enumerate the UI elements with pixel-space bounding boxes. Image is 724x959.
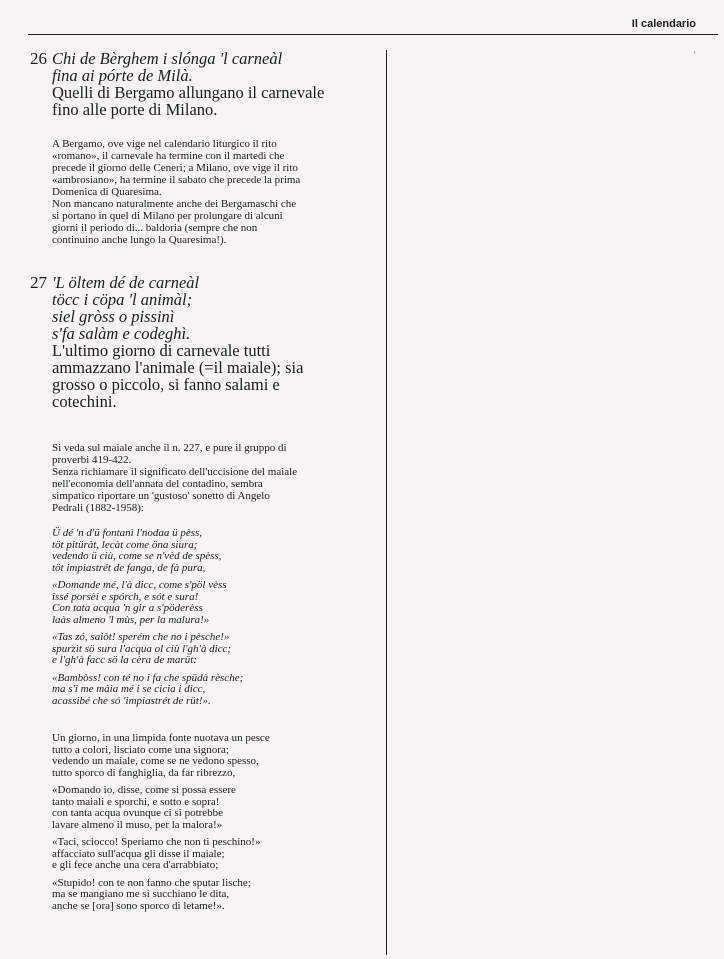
commentary-paragraph: Non mancano naturalmente anche dei Bergamaschi che si portano in quel di Milano per prolungare di alcuni giorni il periodo di... baldoria (sempre che non continuino anche lungo la Quaresima!). [52, 198, 297, 246]
translation-line: Quelli di Bergamo allungano il carnevale [52, 83, 325, 102]
stanza: Un giorno, in una limpida fonte nuotava un pesce tutto a colori, lisciato come una signora; vedendo un maiale, come se ne vedono spesso, tutto sporco di fanghiglia, da far ribrezzo, [52, 732, 270, 779]
translation-line: cotechini. [52, 392, 117, 411]
commentary [52, 138, 376, 246]
proverb-line: töcc i cöpa 'l animàl; [52, 290, 193, 309]
translation-line: fino alle porte di Milano. [52, 100, 218, 119]
header-rule [28, 34, 718, 35]
column-divider [386, 50, 387, 955]
translation-line: ammazzano l'animale (=il maiale); sia [52, 358, 304, 377]
stanza: «Domande mé, l'à dicc, come s'pöl vèss issé porsèi e spórch, e sót e sura! Con tata acqua 'n gir a s'pöderèss laàs almeno 'l mùs, per la malura!» [52, 579, 227, 626]
margin-mark: ' [694, 50, 696, 60]
commentary-paragraph: Si veda sul maiale anche il n. 227, e pure il gruppo di proverbi 419-422. Senza richiamare il significato dell'uccisione del maiale nell'economia dell'annata del contadino, sembra simpatico riportare un 'gustoso' sonetto di Angelo Pedrali (1882-1958): [52, 442, 298, 514]
stanza: «Tas zó, saiòt! sperém che no i pèsche!» spurzìt sö sura l'acqua ol ciù l'gh'à dicc; e l'gh'à facc sö la cèra de marüt: [52, 631, 232, 666]
proverb-line: s'fa salàm e codeghì. [52, 324, 191, 343]
stanza: Ü dé 'n d'ü fontanì l'nodaa ü pèss, töt pitüràt, lecàt come öna siura; vedendo ü ciù, come se n'vèd de spèss, töt impiastrét de fanga, de fà pura, [52, 527, 222, 574]
proverb-line: fina ai pórte de Milà. [52, 66, 193, 85]
proverb-entry-26 [30, 50, 376, 246]
commentary [52, 442, 376, 514]
proverb-dialect [52, 274, 376, 342]
translation-line: L'ultimo giorno di carnevale tutti [52, 341, 271, 360]
proverb-line: siel gròss o pissinì [52, 307, 175, 326]
proverb-line: Chi de Bèrghem i slónga 'l carneàl [52, 49, 283, 68]
sonnet-translation [52, 733, 376, 912]
running-head: Il calendario [631, 18, 696, 30]
sonnet-dialect [52, 528, 376, 707]
entry-number: 26 [30, 49, 47, 68]
commentary-paragraph: A Bergamo, ove vige nel calendario liturgico il rito «romano», il carnevale ha termine con il martedì che precede il giorno delle Ceneri; a Milano, ove vige il rito «ambrosiano», ha termine il sabato che precede la prima Domenica di Quaresima. [52, 138, 301, 198]
proverb-entry-27 [30, 274, 376, 912]
proverb-line: 'L öltem dé de carneàl [52, 273, 200, 292]
stanza: «Domando io, disse, come si possa essere tanto maiali e sporchi, e sotto e sopra! con tanta acqua ovunque ci si potrebbe lavare almeno il muso, per la malora!» [52, 784, 236, 831]
proverb-translation [52, 342, 376, 410]
proverb-dialect [52, 50, 376, 84]
left-column [30, 50, 376, 918]
stanza: «Taci, sciocco! Speriamo che non ti peschino!» affacciato sull'acqua gli disse il maiale; e gli fece anche una cera d'arrabbiato; [52, 836, 261, 871]
stanza: «Stupido! con te non fanno che sputar lische; ma se mangiano me si succhiano le dita, anche se [ora] sono sporco di letame!». [52, 876, 251, 912]
proverb-translation [52, 84, 376, 118]
translation-line: grosso o piccolo, si fanno salami e [52, 375, 280, 394]
entry-number: 27 [30, 273, 47, 292]
stanza: «Bambòss! con té no i fa che spüdà rèsche; ma s'i me màia mé i se cicia i dicc, acassibé che só 'impiastrét de rüt!». [52, 671, 244, 707]
